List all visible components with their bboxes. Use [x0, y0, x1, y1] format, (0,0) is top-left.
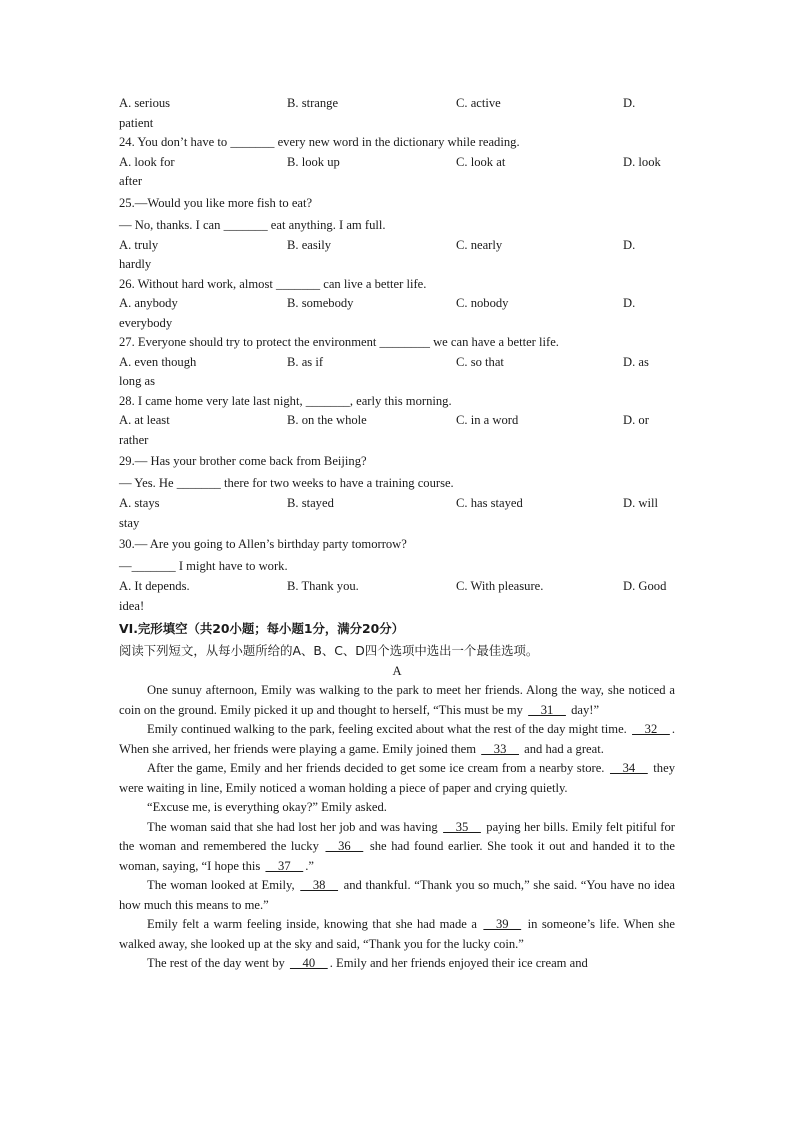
- option-b: B. as if: [287, 354, 324, 369]
- q24-stem: 24. You don’t have to _______ every new word in the dictionary while reading.: [119, 135, 520, 149]
- q29-options: [119, 494, 675, 514]
- option-d-wrap: idea!: [119, 598, 145, 613]
- option-d-wrap: patient: [119, 115, 154, 130]
- blank-37: 37: [265, 858, 304, 873]
- option-d: D. look: [623, 154, 661, 169]
- q30-stem-reply: —_______ I might have to work.: [119, 559, 288, 573]
- q30-stem: 30.— Are you going to Allen’s birthday party tomorrow?: [119, 537, 407, 551]
- q28-options: [119, 411, 675, 431]
- q29-stem-reply: — Yes. He _______ there for two weeks to have a training course.: [119, 476, 454, 490]
- option-c: C. has stayed: [456, 496, 523, 510]
- blank-31: 31: [528, 702, 566, 717]
- q28-stem: 28. I came home very late last night, _______, early this morning.: [119, 393, 452, 408]
- option-a: A. at least: [119, 413, 170, 427]
- option-d-wrap: long as: [119, 374, 156, 388]
- option-d-wrap: after: [119, 174, 143, 188]
- passage-paragraph-5: The woman said that she had lost her job and was having 35 paying her bills. Emily felt pitiful for the woman and remembered the lucky 36 she had found earlier. She took it out and handed it to the woman, saying, “I hope this 37 .”: [119, 819, 675, 873]
- option-d: D.: [623, 296, 636, 310]
- q27-options: [119, 353, 675, 373]
- option-c: C. in a word: [456, 413, 519, 427]
- blank-39: 39: [483, 917, 522, 931]
- option-d: D. will: [623, 496, 658, 510]
- option-a: A. even though: [119, 354, 197, 369]
- option-a: A. look for: [119, 154, 175, 169]
- q25-options: [119, 236, 675, 256]
- passage-paragraph-3: After the game, Emily and her friends decided to get some ice cream from a nearby store. 34 they were waiting in line, Emily noticed a woman holding a piece of paper and crying quietly.: [119, 761, 675, 795]
- option-b: B. look up: [287, 154, 340, 169]
- blank-36: 36: [325, 839, 364, 853]
- passage-label: A: [392, 664, 402, 678]
- q24-options: [119, 153, 675, 173]
- option-c: C. active: [456, 96, 501, 110]
- blank-33: 33: [481, 741, 519, 756]
- blank-34: 34: [609, 761, 648, 775]
- option-b: B. Thank you.: [287, 579, 359, 593]
- option-d-wrap: stay: [119, 515, 140, 530]
- q26-stem: 26. Without hard work, almost _______ can live a better life.: [119, 276, 427, 291]
- option-d: D. Good: [623, 579, 667, 593]
- option-c: C. look at: [456, 154, 506, 169]
- option-d: D.: [623, 237, 636, 252]
- option-a: A. serious: [119, 96, 171, 110]
- option-d: D. or: [623, 413, 649, 427]
- option-b: B. on the whole: [287, 413, 367, 427]
- option-d-wrap: hardly: [119, 257, 152, 271]
- option-b: B. easily: [287, 237, 332, 252]
- option-d-wrap: everybody: [119, 315, 173, 330]
- exam-page: [119, 94, 675, 974]
- option-b: B. stayed: [287, 496, 334, 510]
- option-b: B. strange: [287, 96, 339, 110]
- option-b: B. somebody: [287, 296, 354, 310]
- option-a: A. It depends.: [119, 579, 190, 593]
- passage-paragraph-4: “Excuse me, is everything okay?” Emily asked.: [147, 800, 387, 814]
- option-a: A. stays: [119, 496, 160, 510]
- blank-40: 40: [289, 956, 328, 970]
- q26-options: [119, 294, 675, 314]
- option-c: C. so that: [456, 354, 504, 369]
- q25-stem: 25.—Would you like more fish to eat?: [119, 195, 313, 210]
- passage-paragraph-7: Emily felt a warm feeling inside, knowing that she had made a 39 in someone’s life. When she walked away, she looked up at the sky and said, “Thank you for the lucky coin.”: [119, 917, 675, 951]
- blank-35: 35: [443, 819, 481, 834]
- passage-paragraph-2: Emily continued walking to the park, feeling excited about what the rest of the day might time. 32 . When she arrived, her friends were playing a game. Emily joined them 33 and had a great.: [119, 722, 675, 756]
- passage-paragraph-8: The rest of the day went by 40 . Emily and her friends enjoyed their ice cream and: [147, 956, 588, 970]
- passage-paragraph-6: The woman looked at Emily, 38 and thankful. “Thank you so much,” she said. “You have no idea how much this means to me.”: [119, 878, 676, 912]
- option-c: C. nearly: [456, 237, 503, 252]
- q29-stem: 29.— Has your brother come back from Beijing?: [119, 454, 367, 468]
- passage-paragraph-1: One sunuy afternoon, Emily was walking to the park to meet her friends. Along the way, she noticed a coin on the ground. Emily picked it up and thought to herself, “This must be my 31 day!”: [119, 683, 675, 717]
- section-instruction: 阅读下列短文，从每小题所给的A、B、C、D四个选项中选出一个最佳选项。: [119, 643, 539, 658]
- option-d: D.: [623, 96, 636, 110]
- option-d-wrap: rather: [119, 432, 149, 447]
- blank-32: 32: [632, 722, 670, 736]
- option-a: A. truly: [119, 237, 159, 252]
- q27-stem: 27. Everyone should try to protect the environment ________ we can have a better life.: [119, 335, 559, 349]
- option-c: C. nobody: [456, 296, 509, 310]
- option-d: D. as: [623, 354, 649, 369]
- q30-options: [119, 577, 675, 597]
- section-title: VI.完形填空（共20小题；每小题1分，满分20分）: [119, 621, 405, 636]
- blank-38: 38: [300, 878, 339, 892]
- option-c: C. With pleasure.: [456, 579, 544, 593]
- option-a: A. anybody: [119, 296, 178, 310]
- q25-stem-reply: — No, thanks. I can _______ eat anything. I am full.: [119, 217, 386, 232]
- q23-options: [119, 94, 675, 114]
